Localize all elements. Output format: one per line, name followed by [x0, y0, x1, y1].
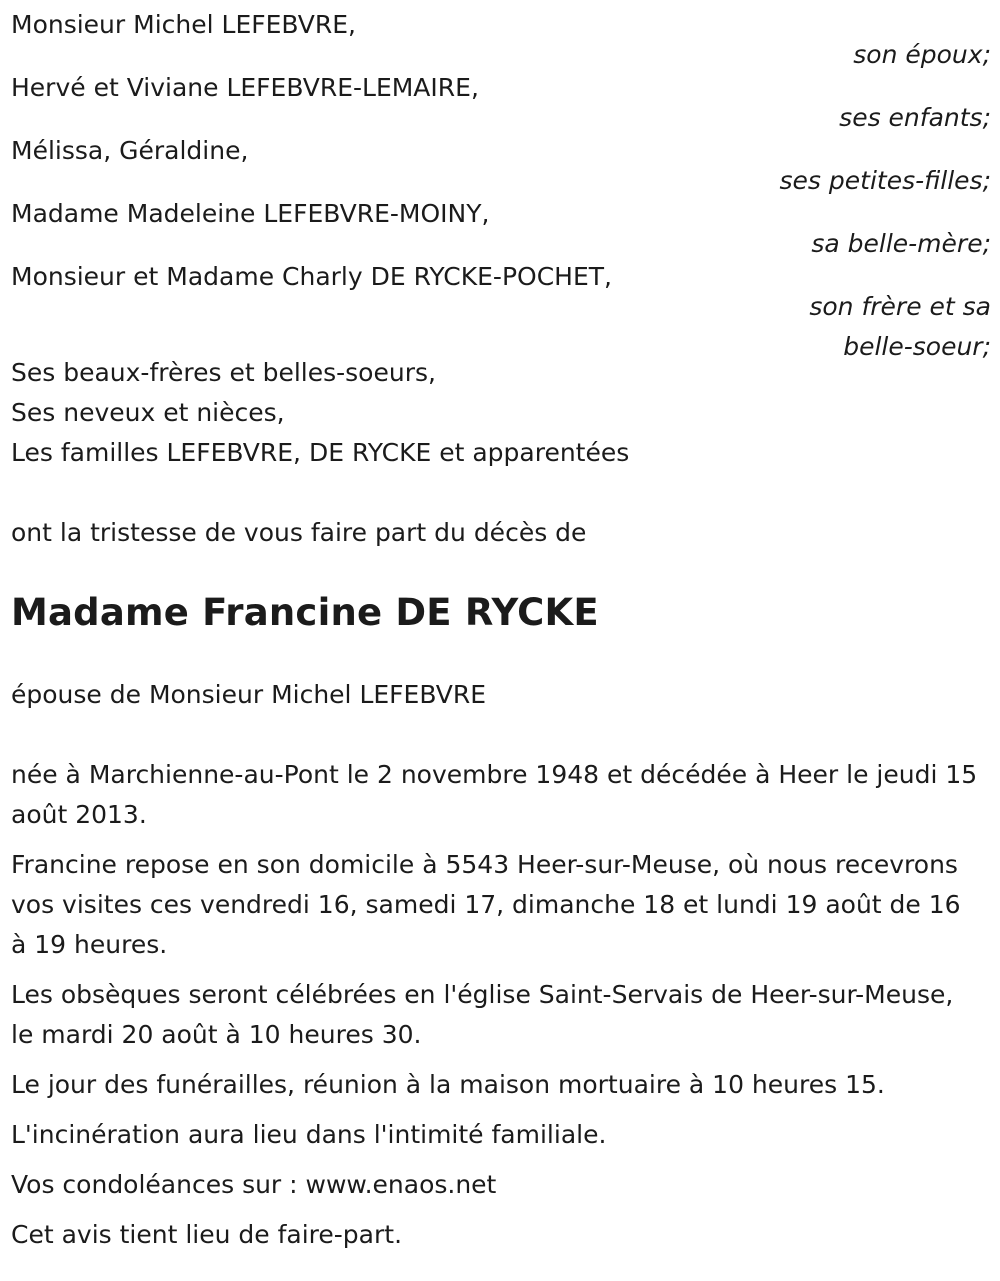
- family-entry: [11, 252, 991, 361]
- family-relation: ses petites-filles;: [779, 166, 991, 195]
- family-relation: son époux;: [853, 40, 991, 69]
- family-member-name: Madame Madeleine LEFEBVRE-MOINY,: [11, 199, 490, 228]
- family-relation: sa belle-mère;: [811, 229, 991, 258]
- visitation-paragraph: Francine repose en son domicile à 5543 Heer-sur-Meuse, où nous recevrons vos visites ces vendredi 16, samedi 17, dimanche 18 et lundi 19 août de 16 à 19 heures.: [11, 850, 961, 959]
- cremation-paragraph: L'incinération aura lieu dans l'intimité familiale.: [11, 1120, 607, 1149]
- spouse-line: épouse de Monsieur Michel LEFEBVRE: [11, 680, 486, 709]
- deceased-name: Madame Francine DE RYCKE: [11, 591, 599, 634]
- family-entry: [11, 63, 991, 132]
- family-member-name: Monsieur et Madame Charly DE RYCKE-POCHET,: [11, 262, 612, 291]
- announcement-intro: ont la tristesse de vous faire part du décès de: [11, 518, 587, 547]
- family-relation: ses enfants;: [839, 103, 991, 132]
- funeral-paragraph: Les obsèques seront célébrées en l'église Saint-Servais de Heer-sur-Meuse, le mardi 20 août à 10 heures 30.: [11, 980, 954, 1049]
- family-entry: [11, 0, 991, 69]
- family-member-name: Mélissa, Géraldine,: [11, 136, 249, 165]
- obituary-notice: [11, 0, 991, 1265]
- other-relatives-line: Ses beaux-frères et belles-soeurs,: [11, 358, 436, 387]
- family-member-name: Hervé et Viviane LEFEBVRE-LEMAIRE,: [11, 73, 479, 102]
- family-entry: [11, 126, 991, 195]
- birth-death-paragraph: née à Marchienne-au-Pont le 2 novembre 1948 et décédée à Heer le jeudi 15 août 2013.: [11, 760, 978, 829]
- other-relatives-line: Les familles LEFEBVRE, DE RYCKE et apparentées: [11, 438, 630, 467]
- family-member-name: Monsieur Michel LEFEBVRE,: [11, 10, 357, 39]
- family-relation: son frère et sa belle-soeur;: [809, 292, 991, 361]
- other-relatives-line: Ses neveux et nièces,: [11, 398, 285, 427]
- condolences-paragraph: Vos condoléances sur : www.enaos.net: [11, 1170, 497, 1199]
- notice-details: [11, 755, 991, 1255]
- family-entry: [11, 189, 991, 258]
- other-relatives: [11, 353, 991, 473]
- meeting-paragraph: Le jour des funérailles, réunion à la maison mortuaire à 10 heures 15.: [11, 1070, 885, 1099]
- closing-paragraph: Cet avis tient lieu de faire-part.: [11, 1220, 403, 1249]
- family-list: [11, 0, 991, 361]
